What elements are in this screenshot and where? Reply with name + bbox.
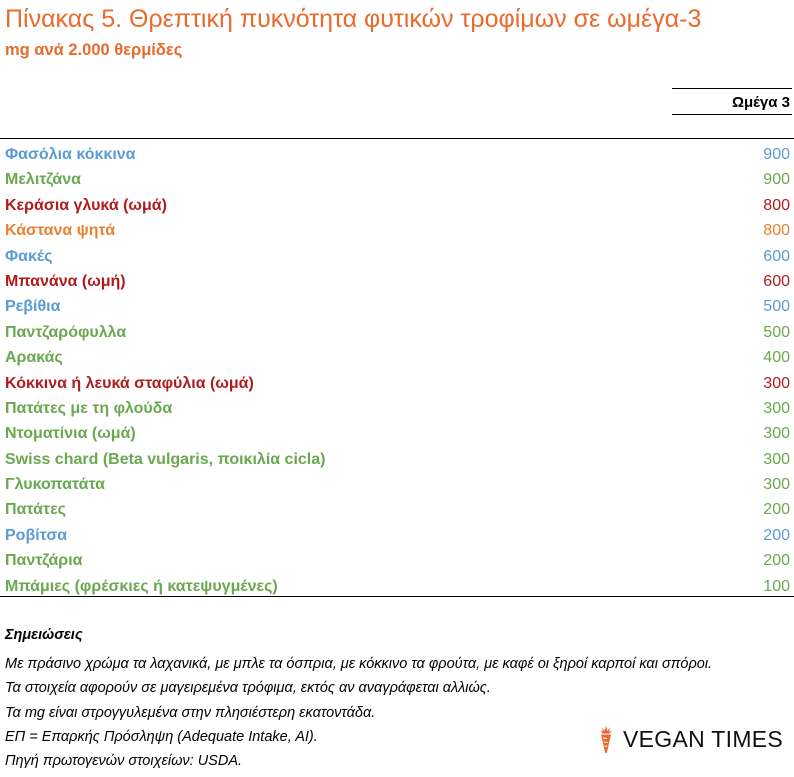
omega3-value: 300 [763, 425, 790, 443]
omega3-value: 300 [763, 450, 790, 468]
table-row [0, 548, 794, 573]
food-name: Αρακάς [5, 349, 63, 367]
table-row [0, 294, 794, 319]
omega3-value: 300 [763, 476, 790, 494]
food-name: Ντοματίνια (ωμά) [5, 425, 136, 443]
table-row [0, 497, 794, 522]
omega3-value: 500 [763, 298, 790, 316]
table-row [0, 472, 794, 497]
notes-list [5, 652, 712, 773]
table-row [0, 142, 794, 167]
omega3-value: 200 [763, 552, 790, 570]
table-row [0, 523, 794, 548]
carrot-icon [598, 724, 614, 754]
food-name: Πατάτες [5, 501, 66, 519]
omega3-value: 600 [763, 247, 790, 265]
food-name: Παντζάρια [5, 552, 83, 570]
table-bottom-rule [0, 596, 794, 597]
table-row [0, 244, 794, 269]
table-row [0, 167, 794, 192]
logo-text: VEGAN TIMES [623, 725, 784, 752]
omega3-value: 200 [763, 501, 790, 519]
table-row [0, 396, 794, 421]
food-table [0, 142, 794, 599]
table-row [0, 371, 794, 396]
food-name: Μελιτζάνα [5, 171, 81, 189]
food-name: Swiss chard (Beta vulgaris, ποικιλία cicla) [5, 450, 326, 468]
table-row [0, 320, 794, 345]
food-name: Ρεβίθια [5, 298, 61, 316]
food-name: Παντζαρόφυλλα [5, 323, 127, 341]
note-line: Τα στοιχεία αφορούν σε μαγειρεμένα τρόφιμα, εκτός αν αναγράφεται αλλιώς. [5, 680, 491, 697]
table-top-rule [0, 138, 794, 139]
omega3-value: 400 [763, 349, 790, 367]
food-name: Πατάτες με τη φλούδα [5, 399, 173, 417]
food-name: Φασόλια κόκκινα [5, 146, 136, 163]
food-name: Μπάμιες (φρέσκιες ή κατεψυγμένες) [5, 577, 278, 595]
page-subtitle: mg ανά 2.000 θερμίδες [5, 41, 183, 59]
omega3-value: 500 [763, 323, 790, 341]
table-row [0, 218, 794, 243]
omega3-value: 900 [763, 146, 790, 163]
page-title: Πίνακας 5. Θρεπτική πυκνότητα φυτικών τροφίμων σε ωμέγα-3 [5, 5, 702, 33]
food-name: Φακές [5, 247, 53, 265]
note-line: ΕΠ = Επαρκής Πρόσληψη (Adequate Intake, AI). [5, 728, 318, 745]
column-header-omega3: Ωμέγα 3 [672, 88, 792, 115]
table-row [0, 447, 794, 472]
omega3-value: 300 [763, 374, 790, 392]
note-line: Με πράσινο χρώμα τα λαχανικά, με μπλε τα όσπρια, με κόκκινο τα φρούτα, με καφέ οι ξηροί καρποί και σπόροι. [5, 656, 713, 672]
omega3-value: 800 [763, 196, 790, 214]
omega3-value: 600 [763, 272, 790, 290]
food-name: Κάστανα ψητά [5, 222, 116, 240]
omega3-value: 200 [763, 526, 790, 544]
omega3-value: 800 [763, 222, 790, 240]
food-name: Κεράσια γλυκά (ωμά) [5, 196, 167, 214]
table-row [0, 269, 794, 294]
notes-title: Σημειώσεις [5, 627, 83, 643]
vegan-times-logo [598, 724, 783, 754]
food-name: Κόκκινα ή λευκά σταφύλια (ωμά) [5, 374, 254, 392]
table-row [0, 421, 794, 446]
food-name: Γλυκοπατάτα [5, 476, 106, 494]
omega3-value: 300 [763, 399, 790, 417]
table-row [0, 193, 794, 218]
table-row [0, 345, 794, 370]
note-line: Τα mg είναι στρογγυλεμένα στην πλησιέστερη εκατοντάδα. [5, 704, 376, 721]
omega3-value: 100 [763, 577, 790, 595]
food-name: Μπανάνα (ωμή) [5, 272, 126, 290]
note-line: Πηγή πρωτογενών στοιχείων: USDA. [5, 753, 243, 770]
omega3-value: 900 [763, 171, 790, 189]
food-name: Ροβίτσα [5, 526, 68, 544]
